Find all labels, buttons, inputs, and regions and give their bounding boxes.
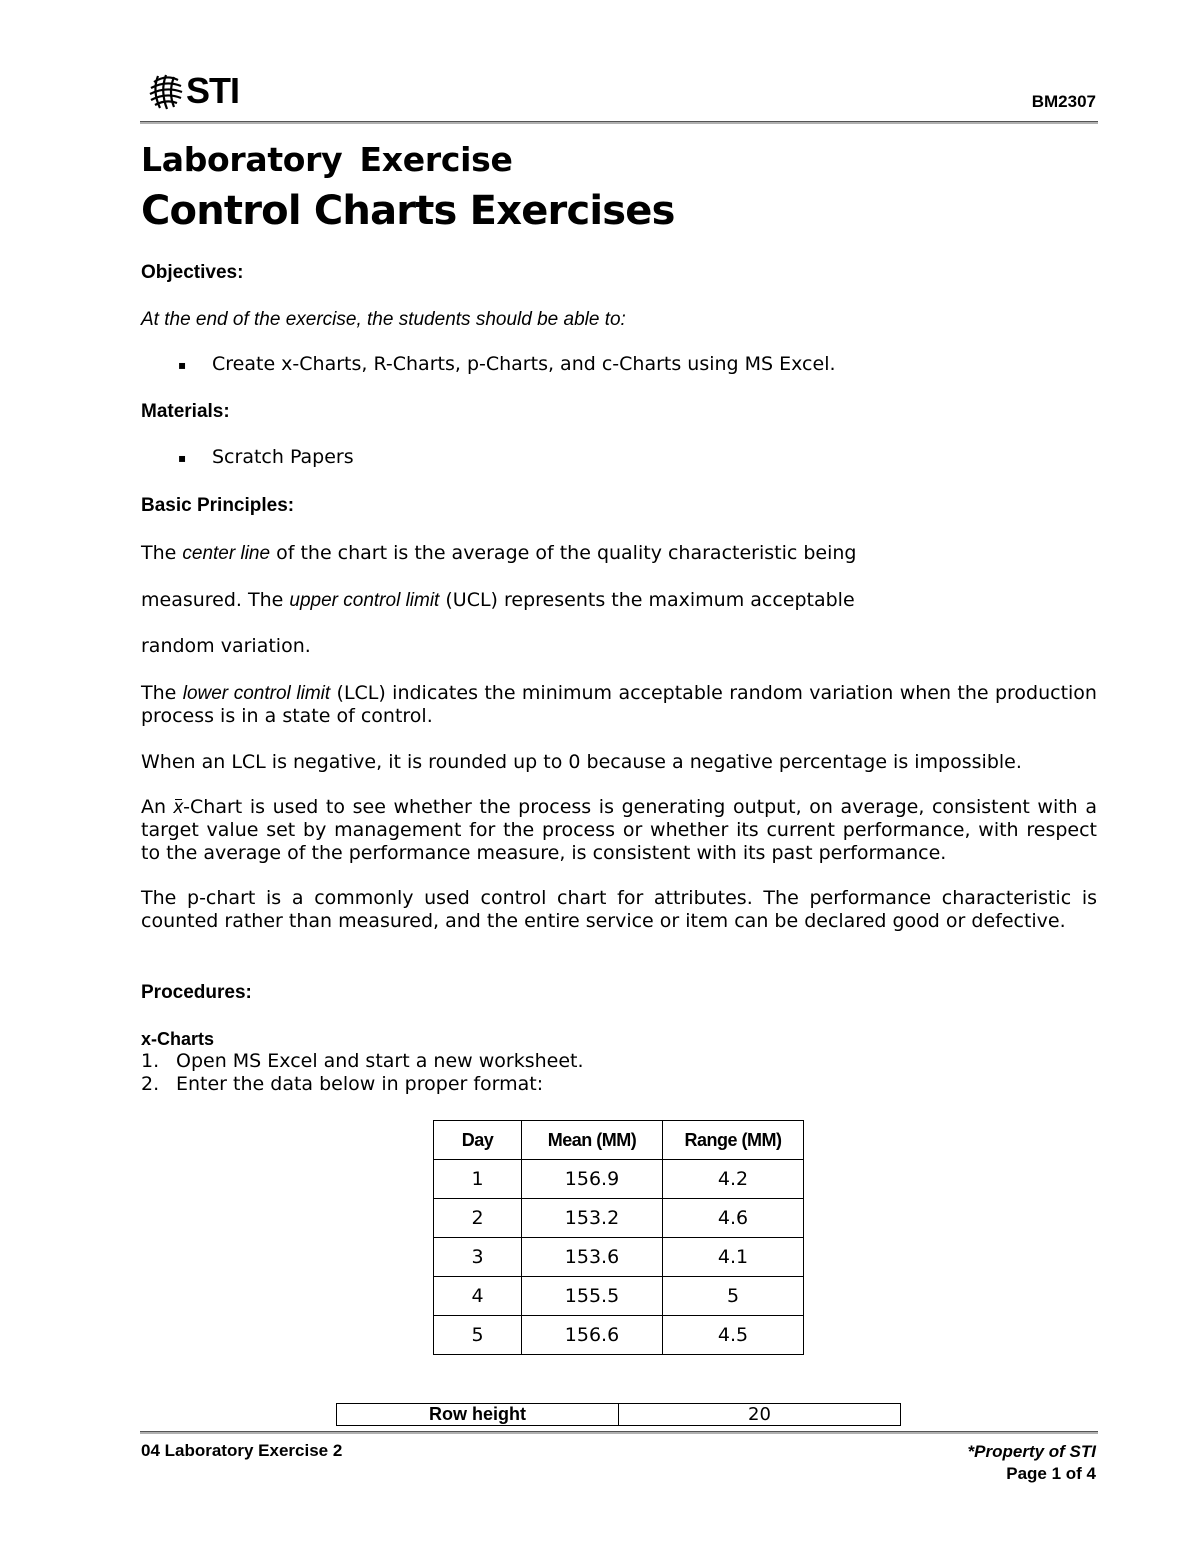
- table-cell: 4.6: [663, 1199, 804, 1238]
- table-header-row: [434, 1121, 804, 1160]
- column-header-day: Day: [434, 1121, 522, 1160]
- document-subtitle: Control Charts Exercises: [141, 188, 675, 234]
- principles-heading: Basic Principles:: [141, 495, 295, 516]
- header-divider: [140, 121, 1098, 124]
- table-row: [434, 1160, 804, 1199]
- table-cell: 1: [434, 1160, 522, 1199]
- footer-divider: [140, 1431, 1098, 1434]
- table-row: [434, 1238, 804, 1277]
- footer-right: [968, 1441, 1096, 1485]
- footer-document-name: 04 Laboratory Exercise 2: [141, 1441, 343, 1460]
- table-cell: 156.9: [522, 1160, 663, 1199]
- row-height-table: [336, 1403, 901, 1426]
- principle-paragraph-2: The lower control limit (LCL) indicates the minimum acceptable random variation when the production process is in a state of control.: [141, 682, 1097, 727]
- table-cell: 2: [434, 1199, 522, 1238]
- principle-paragraph-3: When an LCL is negative, it is rounded up to 0 because a negative percentage is impossible.: [141, 751, 1022, 773]
- table-cell: 5: [434, 1316, 522, 1355]
- table-cell: 5: [663, 1277, 804, 1316]
- column-header-mean: Mean (MM): [522, 1121, 663, 1160]
- document-title: Laboratory Exercise: [141, 140, 513, 179]
- x-bar-symbol: x: [173, 797, 184, 818]
- page-number: Page 1 of 4: [1006, 1464, 1096, 1483]
- principle-paragraph-1-line-3: random variation.: [141, 635, 311, 657]
- logo-text: STI: [186, 70, 240, 111]
- bullet-icon: ▪: [178, 451, 187, 465]
- table-cell: 153.6: [522, 1238, 663, 1277]
- procedures-heading: Procedures:: [141, 982, 252, 1003]
- objectives-heading: Objectives:: [141, 262, 244, 283]
- data-table: [433, 1120, 804, 1355]
- bullet-icon: ▪: [178, 358, 187, 372]
- table-row: [434, 1277, 804, 1316]
- column-header-range: Range (MM): [663, 1121, 804, 1160]
- principle-paragraph-1-line-2: measured. The upper control limit (UCL) represents the maximum acceptable: [141, 589, 855, 611]
- table-cell: 153.2: [522, 1199, 663, 1238]
- table-cell: 4: [434, 1277, 522, 1316]
- table-cell: 155.5: [522, 1277, 663, 1316]
- material-item: Scratch Papers: [212, 446, 354, 468]
- table-cell: 4.1: [663, 1238, 804, 1277]
- table-row: [434, 1316, 804, 1355]
- table-row: [337, 1404, 901, 1426]
- globe-icon: [148, 72, 184, 110]
- table-cell: 3: [434, 1238, 522, 1277]
- principle-paragraph-4: An x-Chart is used to see whether the process is generating output, on average, consistent with a target value set by management for the process or whether its current performance, with respect to the average of the performance measure, is consistent with its past performance.: [141, 796, 1097, 864]
- table-cell: 4.5: [663, 1316, 804, 1355]
- row-height-value: 20: [619, 1404, 901, 1426]
- objectives-intro: At the end of the exercise, the students should be able to:: [141, 309, 626, 330]
- sti-logo: [148, 72, 239, 110]
- x-charts-subheading: x-Charts: [141, 1029, 215, 1049]
- row-height-label: Row height: [337, 1404, 619, 1426]
- principle-paragraph-5: The p-chart is a commonly used control chart for attributes. The performance characteristic is counted rather than measured, and the entire service or item can be declared good or defective.: [141, 887, 1097, 932]
- principle-paragraph-1-line-1: The center line of the chart is the average of the quality characteristic being: [141, 542, 857, 564]
- property-notice: *Property of STI: [967, 1442, 1096, 1461]
- procedure-step: 1. Open MS Excel and start a new worksheet.: [141, 1050, 584, 1072]
- materials-heading: Materials:: [141, 401, 230, 422]
- table-cell: 4.2: [663, 1160, 804, 1199]
- procedure-step: 2. Enter the data below in proper format:: [141, 1073, 544, 1095]
- table-cell: 156.6: [522, 1316, 663, 1355]
- table-row: [434, 1199, 804, 1238]
- objective-item: Create x-Charts, R-Charts, p-Charts, and c-Charts using MS Excel.: [212, 353, 836, 375]
- document-code: BM2307: [1031, 92, 1096, 111]
